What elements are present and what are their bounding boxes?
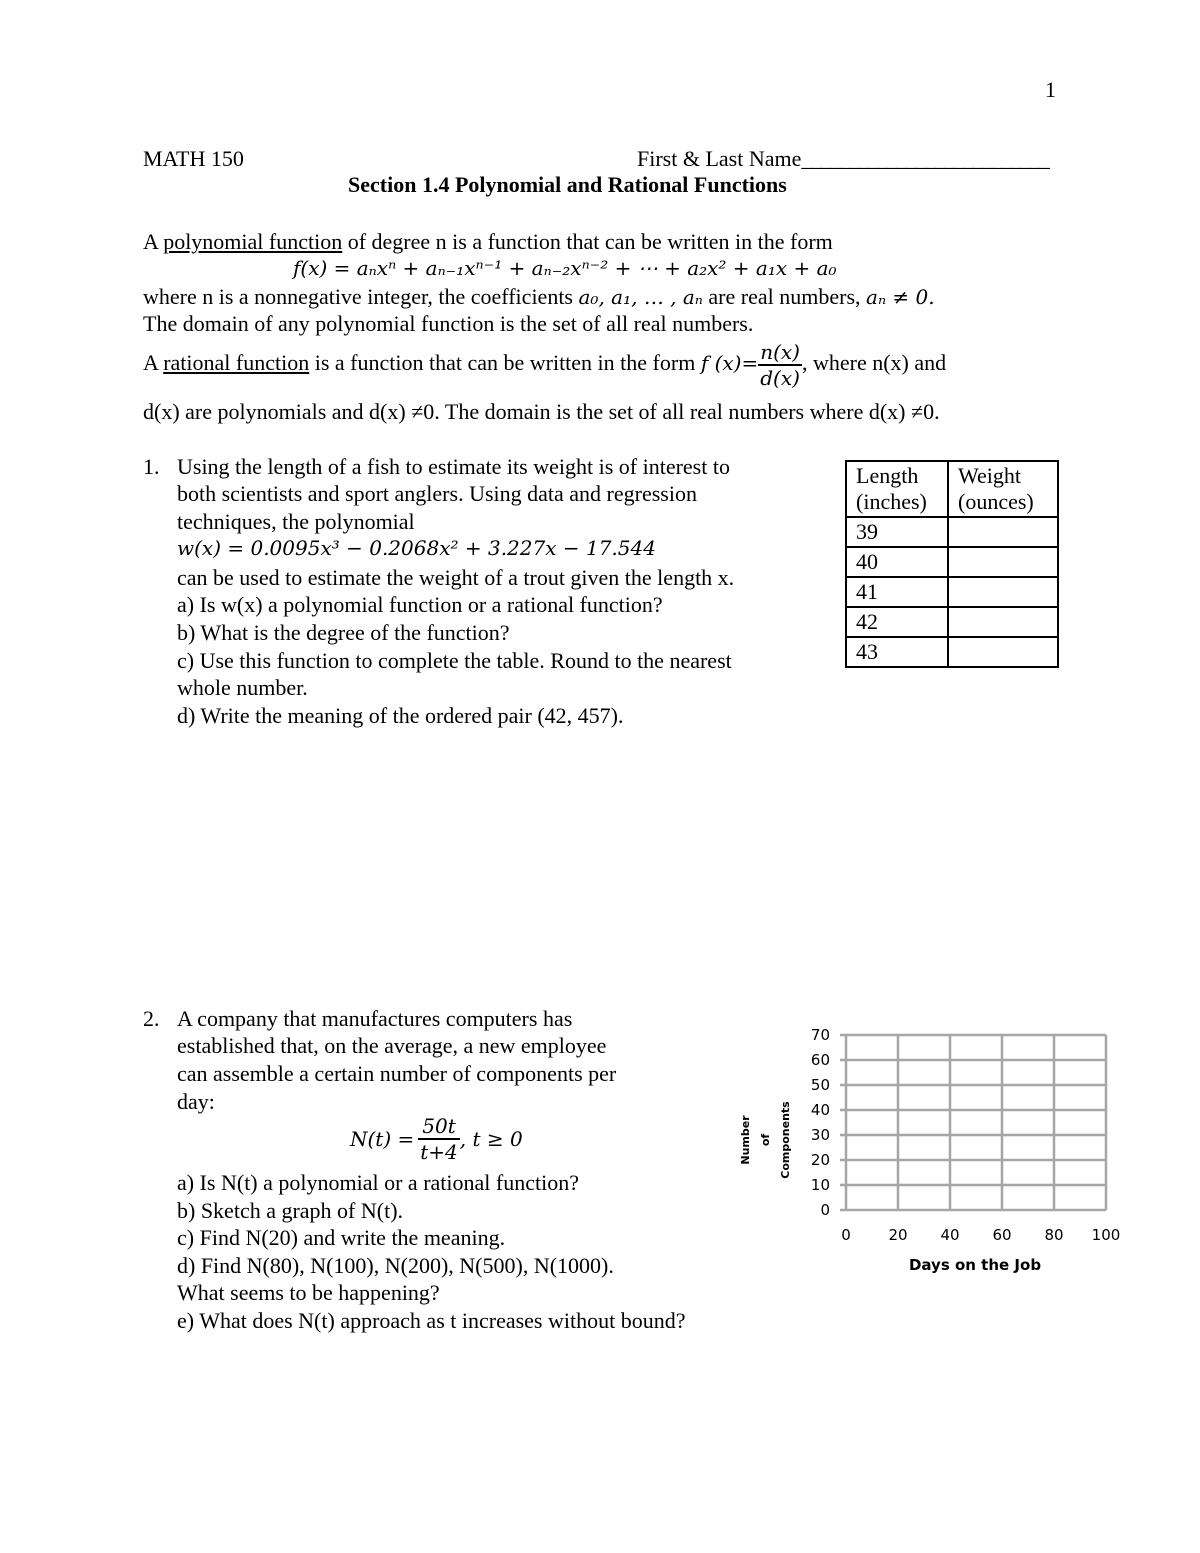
rat-fraction bbox=[758, 340, 802, 390]
rat-where: , where n(x) and bbox=[801, 350, 947, 376]
problem2-formula bbox=[350, 1114, 523, 1164]
y-tick-label: 30 bbox=[810, 1126, 830, 1144]
header-length bbox=[846, 461, 948, 517]
y-axis-label-line1: Number bbox=[739, 1115, 752, 1165]
weight-cell[interactable] bbox=[948, 577, 1058, 607]
problem1-formula: w(x) = 0.0095x³ − 0.2068x² + 3.227x − 17.544 bbox=[177, 536, 656, 560]
poly-coeffs: a₀, a₁, … , aₙ bbox=[578, 285, 703, 309]
problem1-part-a: a) Is w(x) a polynomial function or a rational function? bbox=[177, 592, 663, 617]
y-tick-label: 20 bbox=[810, 1151, 830, 1169]
rational-domain: d(x) are polynomials and d(x) ≠0. The domain is the set of all real numbers where d(x) ≠0. bbox=[143, 399, 940, 424]
blank-graph[interactable] bbox=[730, 1020, 1150, 1280]
page-number: 1 bbox=[1045, 77, 1056, 102]
problem1-part-d: d) Write the meaning of the ordered pair (42, 457). bbox=[177, 703, 624, 728]
y-tick-label: 40 bbox=[810, 1101, 830, 1119]
header-weight-line1: Weight bbox=[958, 463, 1021, 488]
formula-rhs: , t ≥ 0 bbox=[459, 1127, 523, 1151]
length-cell: 42 bbox=[846, 607, 948, 637]
y-axis-label-line2: of bbox=[759, 1133, 772, 1147]
rat-numerator: n(x) bbox=[760, 340, 800, 364]
poly-formula: f(x) = aₙxⁿ + aₙ₋₁xⁿ⁻¹ + aₙ₋₂xⁿ⁻² + ⋯ + a₂x² + a₁x + a₀ bbox=[293, 256, 837, 280]
poly-domain: The domain of any polynomial function is the set of all real numbers. bbox=[143, 311, 754, 336]
problem2-part-d-cont: What seems to be happening? bbox=[177, 1280, 440, 1305]
formula-lhs: N(t) = bbox=[350, 1127, 415, 1151]
problem2-number: 2. bbox=[143, 1006, 160, 1031]
poly-where-1: where n is a nonnegative integer, the coefficients bbox=[143, 284, 579, 309]
problem1-number: 1. bbox=[143, 454, 160, 479]
formula-fraction bbox=[418, 1114, 460, 1164]
problem1-line-3: techniques, the polynomial bbox=[177, 509, 415, 534]
problem2-part-d: d) Find N(80), N(100), N(200), N(500), N(1000). bbox=[177, 1253, 614, 1278]
x-tick-label: 20 bbox=[888, 1226, 908, 1244]
rat-prefix: A bbox=[143, 350, 164, 376]
poly-prefix: A bbox=[143, 229, 164, 254]
problem1-line-2: both scientists and sport anglers. Using data and regression bbox=[177, 481, 697, 506]
x-axis-label: Days on the Job bbox=[908, 1256, 1042, 1274]
formula-denominator: t+4 bbox=[420, 1140, 458, 1164]
problem2-part-e: e) What does N(t) approach as t increases without bound? bbox=[177, 1308, 686, 1333]
table-row bbox=[846, 547, 1058, 577]
length-cell: 39 bbox=[846, 517, 948, 547]
rat-rest: is a function that can be written in the form bbox=[309, 350, 701, 376]
x-tick-label: 40 bbox=[940, 1226, 960, 1244]
name-field[interactable] bbox=[637, 145, 1048, 172]
problem2-part-c: c) Find N(20) and write the meaning. bbox=[177, 1225, 506, 1250]
y-axis-label-line3: Components bbox=[779, 1101, 792, 1179]
x-tick-labels bbox=[841, 1226, 1120, 1244]
poly-term: polynomial function bbox=[163, 229, 343, 254]
y-tick-label: 70 bbox=[810, 1026, 830, 1044]
header-length-line1: Length bbox=[856, 463, 919, 488]
rational-definition bbox=[143, 340, 946, 390]
y-tick-label: 10 bbox=[810, 1176, 830, 1194]
name-label: First & Last Name bbox=[637, 146, 802, 171]
weight-cell[interactable] bbox=[948, 607, 1058, 637]
weight-cell[interactable] bbox=[948, 547, 1058, 577]
problem1-part-b: b) What is the degree of the function? bbox=[177, 620, 510, 645]
x-tick-label: 0 bbox=[841, 1226, 851, 1244]
table-row bbox=[846, 607, 1058, 637]
header-weight-line2: (ounces) bbox=[958, 489, 1034, 514]
table-header-row bbox=[846, 461, 1058, 517]
length-cell: 41 bbox=[846, 577, 948, 607]
problem1-after: can be used to estimate the weight of a trout given the length x. bbox=[177, 565, 735, 590]
weight-cell[interactable] bbox=[948, 517, 1058, 547]
length-cell: 43 bbox=[846, 637, 948, 667]
problem2-part-a: a) Is N(t) a polynomial or a rational function? bbox=[177, 1170, 579, 1195]
y-tick-label: 50 bbox=[810, 1076, 830, 1094]
poly-cond: aₙ ≠ 0. bbox=[866, 285, 935, 309]
rat-term: rational function bbox=[163, 350, 310, 376]
formula-numerator: 50t bbox=[418, 1114, 460, 1140]
weight-cell[interactable] bbox=[948, 637, 1058, 667]
x-tick-label: 100 bbox=[1091, 1226, 1121, 1244]
y-axis-label bbox=[739, 1101, 792, 1179]
problem2-line-1: A company that manufactures computers has bbox=[177, 1006, 573, 1031]
rat-denominator: d(x) bbox=[760, 366, 800, 390]
grid-lines bbox=[840, 1035, 1106, 1210]
y-tick-label: 60 bbox=[810, 1051, 830, 1069]
x-tick-label: 60 bbox=[992, 1226, 1012, 1244]
table-row bbox=[846, 577, 1058, 607]
problem1-part-c-cont: whole number. bbox=[177, 675, 308, 700]
poly-where-2: are real numbers, bbox=[702, 284, 867, 309]
y-tick-label: 0 bbox=[820, 1201, 830, 1219]
problem1-line-1: Using the length of a fish to estimate its weight is of interest to bbox=[177, 454, 730, 479]
rat-fx: f (x)= bbox=[700, 351, 759, 376]
poly-where bbox=[143, 283, 935, 311]
section-title: Section 1.4 Polynomial and Rational Functions bbox=[348, 172, 787, 197]
table-row bbox=[846, 637, 1058, 667]
table-row bbox=[846, 517, 1058, 547]
poly-definition bbox=[143, 228, 833, 255]
problem2-line-4: day: bbox=[177, 1089, 215, 1114]
poly-rest: of degree n is a function that can be written in the form bbox=[342, 229, 833, 254]
length-weight-table bbox=[845, 460, 1059, 668]
header-length-line2: (inches) bbox=[856, 489, 927, 514]
problem1-part-c: c) Use this function to complete the table. Round to the nearest bbox=[177, 648, 732, 673]
course-label: MATH 150 bbox=[143, 146, 244, 171]
x-tick-label: 80 bbox=[1044, 1226, 1064, 1244]
y-tick-labels bbox=[811, 1026, 830, 1219]
length-cell: 40 bbox=[846, 547, 948, 577]
problem2-line-2: established that, on the average, a new employee bbox=[177, 1033, 607, 1058]
problem2-line-3: can assemble a certain number of components per bbox=[177, 1061, 617, 1086]
problem2-part-b: b) Sketch a graph of N(t). bbox=[177, 1198, 404, 1223]
name-blank: __________________________ bbox=[801, 146, 1049, 171]
header-weight bbox=[948, 461, 1058, 517]
